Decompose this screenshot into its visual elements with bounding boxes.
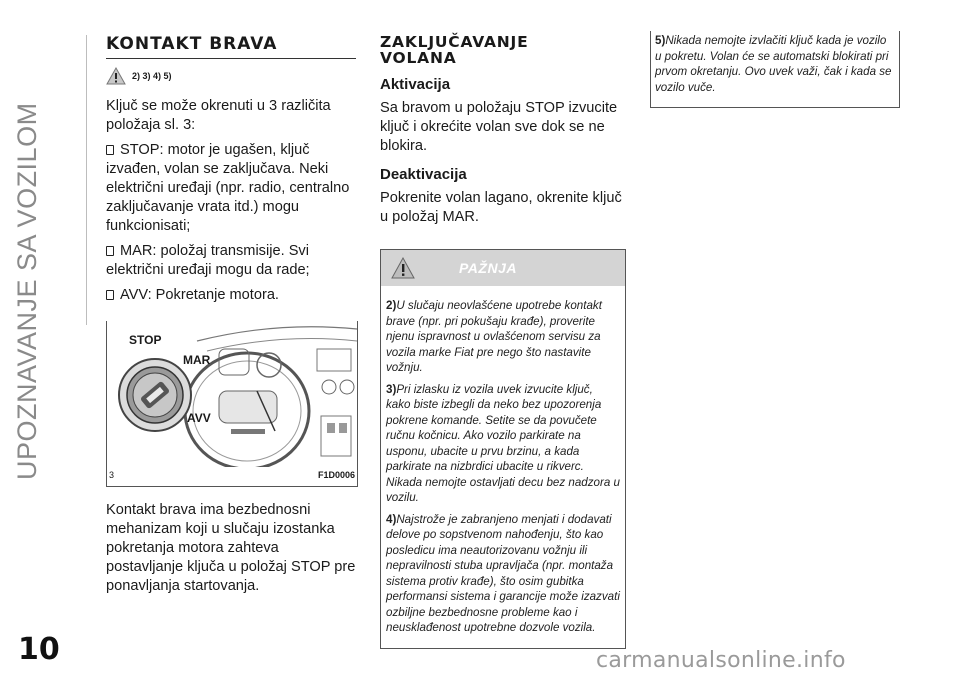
section-title-ignition: KONTAKT BRAVA [106, 34, 278, 54]
bullet-mar [106, 242, 356, 280]
attention-notes [381, 286, 625, 648]
activation-text: Sa bravom u položaju STOP izvucite ključ i okrećite volan sve dok se ne blokira. [380, 100, 618, 154]
bullet-stop [106, 141, 356, 236]
bullet-box-icon [106, 290, 114, 300]
bullet-box-icon [106, 145, 114, 155]
note-5 [655, 33, 895, 95]
ignition-figure [106, 321, 358, 487]
note-number: 4) [386, 512, 397, 526]
figure-caption [107, 470, 357, 480]
label-avv: AVV [187, 411, 211, 425]
title-rule [106, 58, 356, 59]
attention-header [381, 250, 625, 286]
note-text: Nikada nemojte izvlačiti ključ kada je vozilo u pokretu. Volan će se automatski blokirati pri prvom okretanju. Ovo uvek važi, čak i kada se vozilo vuče. [655, 34, 892, 94]
title-line-1: ZAKLJUČAVANJE [380, 33, 529, 51]
attention-box [380, 249, 626, 649]
warning-triangle-icon [391, 257, 415, 279]
bullet-text: MAR: položaj transmisije. Svi električni uređaji mogu da rade; [106, 243, 310, 278]
warning-triangle-icon [106, 67, 126, 85]
bullet-text: AVV: Pokretanje motora. [120, 287, 279, 303]
watermark: carmanualsonline.info [596, 648, 846, 673]
note-number: 5) [655, 34, 666, 47]
section-title-steering-lock [380, 34, 626, 66]
page-number: 10 [18, 632, 60, 667]
bullet-box-icon [106, 246, 114, 256]
column-note [650, 34, 900, 108]
intro-paragraph: Ključ se može okrenuti u 3 različita položaja sl. 3: [106, 98, 331, 133]
warning-refs-row [106, 65, 356, 87]
figure-number: 3 [109, 470, 115, 480]
safety-paragraph: Kontakt brava ima bezbednosni mehanizam koji u slučaju izostanka pokretanja motora zahteva postavljanje ključa u položaj STOP pre ponavljanja startovanja. [106, 502, 356, 594]
note-number: 2) [386, 299, 397, 312]
note-text: Najstrože je zabranjeno menjati i dodavati delove po sopstvenom nahođenju, što kao posledicu ima neautorizovanu vožnju ili nepravilnosti stuba upravljača (npr. montaža sistema protiv krađe), što osim gubitka performansi sistema i garancije može izazvati ozbiljne bezbednosne probleme kao i neusklađenost upotrebne dozvole vozila. [386, 512, 620, 634]
note-box [650, 31, 900, 108]
note-text: U slučaju neovlašćene upotrebe kontakt brave (npr. pri pokušaju krađe), proverite njenu ispravnost u ovlašćenom servisu za vozila marke Fiat pre nego što nastavite vožnju. [386, 299, 602, 374]
label-mar: MAR [183, 353, 211, 367]
note-text: Pri izlasku iz vozila uvek izvucite ključ, kako biste izbegli da neko bez upozorenja pokrene komande. Setite se da povučete ručnu kočnicu. Ako vozilo parkirate na usponu, ubacite u prvu brzinu, a kada parkirate na nizbrdici ubacite u rikverc. Nikada nemojte ostavljati decu bez nadzora u vozilu. [386, 382, 620, 504]
deactivation-text: Pokrenite volan lagano, okrenite ključ u položaj MAR. [380, 190, 622, 225]
note-4 [386, 512, 620, 636]
title-line-2: VOLANA [380, 49, 457, 67]
bullet-avv [106, 286, 356, 305]
note-number: 3) [386, 382, 397, 396]
label-stop: STOP [129, 333, 162, 347]
column-ignition [106, 34, 356, 596]
note-3 [386, 382, 620, 506]
deactivation-heading: Deaktivacija [380, 166, 467, 183]
bullet-text: STOP: motor je ugašen, ključ izvađen, volan se zaključava. Neki električni uređaji (npr. radio, centralno zaključavanje vrata itd.) mogu funkcionisati; [106, 142, 350, 234]
sidebar-chapter-title: UPOZNAVANJE SA VOZILOM [12, 102, 42, 480]
note-2 [386, 298, 620, 376]
activation-heading: Aktivacija [380, 76, 451, 93]
column-steering-lock [380, 34, 626, 649]
warning-refs: 2) 3) 4) 5) [132, 71, 172, 81]
attention-title: PAŽNJA [459, 260, 517, 276]
sidebar-divider [86, 35, 87, 325]
figure-code: F1D0006 [317, 470, 355, 480]
